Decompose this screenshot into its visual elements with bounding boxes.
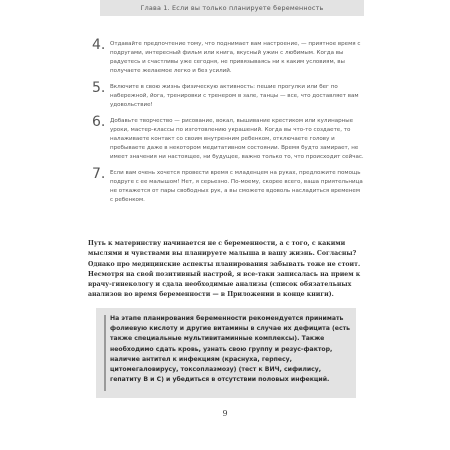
list-item-text: Если вам очень хочется провести время с младенцем на руках, предложите помощь подруге с ее малышом! Нет, я серьезно. По-моему, скорее всего, ваша приятельница не откажется от пары свободных рук, а вы сможете вдоволь насладиться временем с ребенком.	[110, 170, 363, 203]
numbered-list	[92, 37, 364, 212]
list-item-number: 5.	[92, 80, 106, 96]
list-item	[92, 80, 364, 110]
page-number: 9	[222, 409, 228, 418]
body-paragraph: Путь к материнству начинается не с беременности, а с того, с какими мыслями и чувствами вы планируете малыша в вашу жизнь. Согласны? Однако про медицинские аспекты планирования забывать тоже не стоит. Несмотря на свой позитивный настрой, я все-таки записалась на прием к врачу-гинекологу и сдала необходимые анализы (список обязательных анализов во время беременности — в Приложении в конце книги).	[88, 240, 361, 299]
list-item-text: Добавьте творчество — рисование, вокал, вышивание крестиком или кулинарные уроки, мастер-классы по изготовлению украшений. Когда вы что-то создаете, то налаживаете контакт со своим внутренним ребенком, отключаете голову и пребываете даже в некотором медитативном состоянии. Время будто замирает, не имеет значения ни настоящее, ни будущее, важно только то, что происходит сейчас.	[110, 118, 364, 160]
running-header: Глава 1. Если вы только планируете беременность	[100, 0, 364, 16]
list-item-text: Включите в свою жизнь физическую активность: пешие прогулки или бег по набережной, йога, тренировки с тренером в зале, танцы — все, что доставляет вам удовольствие!	[110, 84, 359, 108]
list-item-number: 7.	[92, 166, 106, 182]
list-item	[92, 114, 364, 162]
callout-box	[96, 308, 356, 398]
list-item-text: Отдавайте предпочтение тому, что поднимает вам настроение, — приятное время с подругами, интересный фильм или книга, вкусный ужин с любимым. Когда вы радуетесь и счастливы уже сегодня, не привязываясь ни к каким условиям, вы получаете желаемое легко и без усилий.	[110, 41, 361, 74]
list-item-number: 4.	[92, 37, 106, 53]
callout-text: На этапе планирования беременности рекомендуется принимать фолиевую кислоту и другие витамины в случае их дефицита (есть также специальные мультивитаминные комплексы). Также необходимо сдать кровь, узнать свою группу и резус-фактор, наличие антител к инфекциям (краснуха, герпесу, цитомегаловирусу, токсоплазмозу) (тест к ВИЧ, сифилису, гепатиту В и С) и убедиться в отсутствии половых инфекций.	[110, 315, 351, 384]
callout-accent-bar	[104, 315, 106, 391]
list-item-number: 6.	[92, 114, 106, 130]
list-item	[92, 37, 364, 76]
list-item	[92, 166, 364, 205]
